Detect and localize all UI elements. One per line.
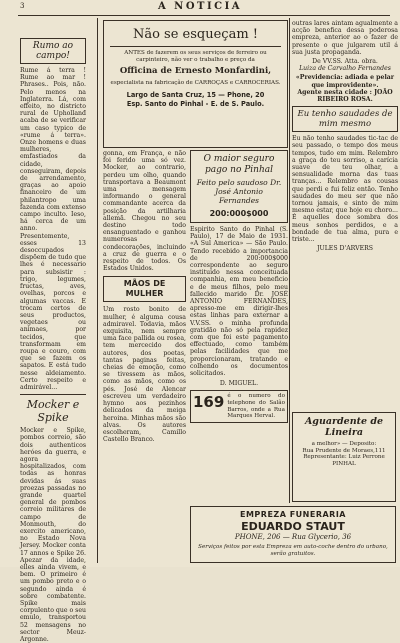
heading-box bbox=[103, 276, 186, 302]
article-heading: MÃOS DE MULHER bbox=[123, 279, 166, 299]
article-body: outras lares aintam agualmente a acção benefica dessa poderosa empreza, anterior ao o fazer de presente o que julgarem util á sua justa propaganda. bbox=[292, 20, 398, 56]
article-heading: Mocker e Spike bbox=[26, 398, 80, 425]
page-number: 3 bbox=[20, 2, 25, 10]
ad-heading: Não se esqueçam ! bbox=[132, 27, 259, 42]
phone-number: 169 bbox=[193, 393, 225, 412]
signoff: De VV.SS. Atta. obra. bbox=[312, 58, 378, 66]
heading-box bbox=[292, 106, 398, 132]
divider bbox=[110, 46, 281, 47]
ad-address: Rua Prudente de Moraes,111 bbox=[302, 447, 386, 454]
ad-line-1: EMPREZA FUNERARIA bbox=[240, 510, 346, 519]
column-2-left bbox=[103, 150, 186, 563]
newspaper-title: A NOTICIA bbox=[157, 1, 243, 12]
article-body: gonna, em França, e não foi ferido uma só vez. Mocker, ao contrario, perdeu um olho, quando transportava a Beaumont uma mensagem informando o general commandante acerca da posição da artilharia allemã. Chegou no seu destino todo ensanguentado e ganhou numerosas condecorações, incluindo a cruz de guerra e o respeito de todos. Os Estados Unidos. bbox=[103, 150, 186, 273]
article-body: Um rosto bonito de mulher, é alguma cousa admiravel. Todavia, mãos exquisita, nem sempre uma face pallida ou rosea, tem mercecido dos autores, dos poetas, tantas paginas feitas, cheias de emoção, como se tivessem as mãos, como as mãos, como os pés. José de Alencar escreveu um verdadeiro hymno aos pezinhos delicados da meiga heroina. Minhas mãos são alvas. Os autores escolheram, Camillo Castello Branco. bbox=[103, 306, 186, 444]
insurance-amount: 200:000$000 bbox=[209, 209, 269, 218]
ad-subtitle: a melhor» — Deposito: bbox=[311, 441, 377, 447]
column-2-right bbox=[190, 150, 288, 563]
ad-heading: Aguardente de Lineira bbox=[304, 416, 384, 438]
ad-phone: PHONE, 206 — Rua Glycerio, 36 bbox=[234, 533, 352, 541]
column-rule bbox=[97, 18, 98, 563]
header-rule bbox=[18, 15, 390, 16]
ad-shop-name: Officina de Ernesto Monfardini, bbox=[119, 66, 272, 77]
phone-ad-text: é o numero do telephone do Salão Barros, onde a Rua Marques Herval. bbox=[227, 393, 285, 420]
insurance-box bbox=[190, 150, 288, 223]
article-body: Mocker e Spike, pombos correio, são dois authenticos heróes da guerra, e agora hospitalizados, com todas as honras devidas ás suas proezas passadas no grande quartel general de pombos correio militares de campo de Monmouth, do exercito americano, no Estado Nova Jersey. Mocker conta 17 annos e Spike 26. Apezar da idade, elles ainda vivem, e bem. O primeiro é um pombo preto e o segundo ainda é sobre combatente. Spike mais corpulento que o seu emulo, transportou 52 mensagens no sector Meuz-Argonne. bbox=[20, 427, 86, 643]
insurance-heading: O maior seguro pago no Pinhal bbox=[203, 154, 275, 175]
column-3 bbox=[292, 20, 398, 343]
column-rule bbox=[289, 18, 290, 503]
signature: D. MIGUEL. bbox=[219, 380, 259, 388]
ad-specialty: especialista na fabricação de CARROÇAS e CARROCERIAS. bbox=[110, 80, 281, 87]
agent-name: Agente nesta cidade : JOÃO RIBEIRO ROSA. bbox=[297, 88, 393, 104]
ad-address-2: Esp. Santo do Pinhal - E. de S. Paulo. bbox=[126, 99, 265, 108]
ad-city: PINHAL bbox=[332, 460, 356, 467]
ad-body: Serviços feitos por esta Empreza em auto-coche dentro do urbano, serão gratuitos. bbox=[198, 544, 388, 557]
agent-note: «Previdencia: adiada e pelar que improvidente». bbox=[295, 74, 395, 89]
masthead bbox=[0, 0, 400, 14]
article-heading: Rumo ao campo! bbox=[32, 41, 74, 61]
funeral-ad bbox=[190, 506, 396, 563]
article-body: Espirito Santo do Pinhal (S. Paulo), 17 de Maio de 1931. «A Sul America» — São Paulo. Tendo recebido a importancia de 200:000$000 correspondente ao seguro instituido nessa conceituada companhia, em meu beneficio e de meus filhos, pelo meu fallecido marido Dr. JOSÉ ANTONIO FERNANDES, apresso-me em dirigir-lhes estas linhas para externar a V.V.SS. o minha profunda gratidão não só pela rapidez com que foi este pagamento effectuado, como também pelas facilidades que me proporcionaram, tratando e colhendo os documentos solicitados. bbox=[190, 226, 288, 378]
ad-address: Largo de Santa Cruz, 15 — Phone, 20 bbox=[126, 90, 265, 99]
ad-intro: ANTES de fazerem os seus serviços de ferreiro ou carpinteiro, não ver o trabalho e preço da bbox=[124, 50, 267, 63]
heading-box bbox=[20, 38, 86, 64]
ad-representative: Representante: Luiz Perrone bbox=[303, 454, 385, 461]
article-body: Rume á terra ! Rume ao mar ! Phrases.. Pois, não. Pelo menos na Inglaterra. Lá, com effeito, no districto rural de Uphollanđ acaba de se verificar um caso typico de «rume á terra». Onze homens e duas mulheres, emfastiados da cidade, conseguiram, depois de arrendamento, graças ao apoio financeiro de um philantropo uma fazenda com extenso campo inculto. Ieso, há cerca de um anno. Presentemente, esses 13 desoccupados dispõem de tudo que lhes é necessario para subsistir : trigo, legumes, fructas, aves, ovelhas, porcos e algumas vaccas. E trocam certos de seus productos, vegetaes ou animaes, por tecidos, que transformam em roupa e couro, com que se fazem os sapatos. E está tudo nesse aldeiamento. Certo respeito e admirável... bbox=[20, 67, 86, 391]
article-author: JULES D'ARVERS bbox=[317, 245, 373, 253]
article-heading: Eu tenho saudades de mim mesmo bbox=[297, 109, 393, 130]
phone-ad bbox=[190, 390, 288, 422]
article-body: Eu não tenho saudades tic-tac de seu passado, o tempo dos meus tempos, tudo em mim. Relembro a graça do teu sorriso, a carícia suave de teu olhar, a sensualidade morna das tuas tranças... Relembro as cousas que perdi e fui feliz então. Tenho saudades do meu ser que não tornou jamais, e sinto de mim mesmo estar, que hoje eu choro... É aquelles doce sombra dos meus sonhos perdidos, e a bondade de tua alma, pura e triste... bbox=[292, 135, 398, 244]
aguardente-ad bbox=[292, 412, 396, 502]
ad-line-2: EDUARDO STAUT bbox=[241, 520, 345, 533]
insurance-subheading: Feito pelo saudoso Dr. José Antonio Fernandes bbox=[196, 178, 282, 205]
divider bbox=[20, 394, 86, 395]
column-1 bbox=[20, 38, 86, 643]
signer: Luiza de Carvalho Fernandes bbox=[299, 65, 391, 73]
workshop-ad bbox=[103, 20, 288, 148]
